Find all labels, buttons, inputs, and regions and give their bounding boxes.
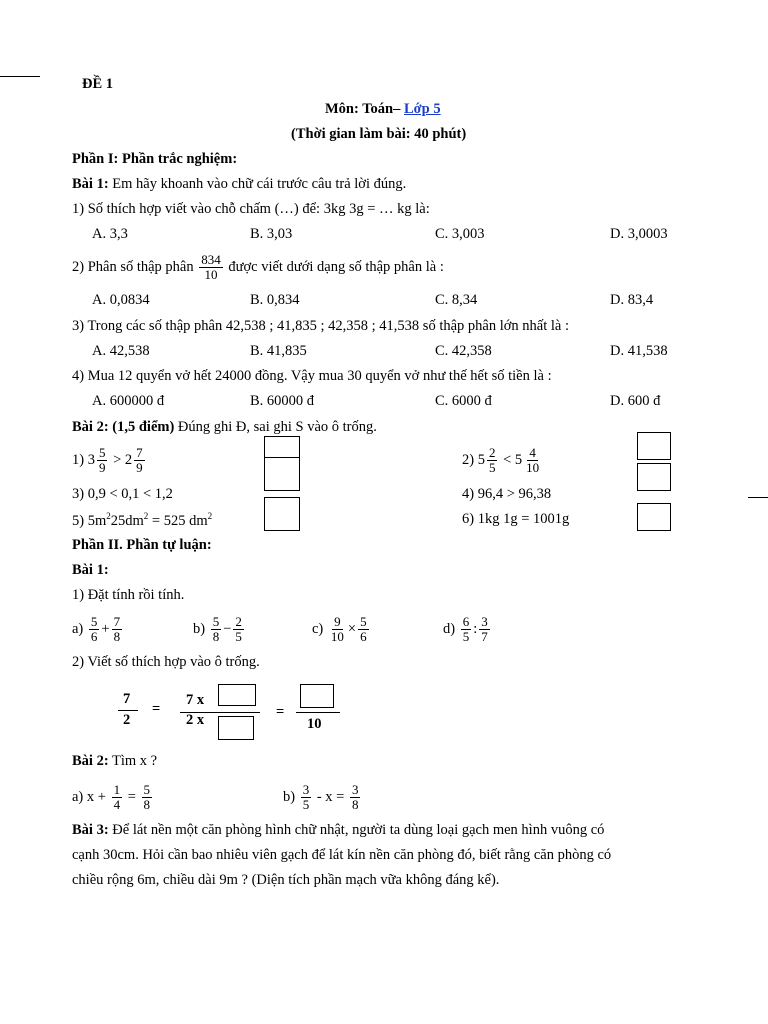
calc-b (193, 612, 246, 646)
findx-b-mid: - x = (316, 789, 345, 805)
bai3-text-1: Để lát nền một căn phòng hình chữ nhật, người ta dùng loại gạch men hình vuông có (108, 822, 605, 838)
calc-b-op: − (223, 621, 232, 637)
answer-box-1[interactable] (264, 436, 300, 458)
tf-item-2 (462, 443, 543, 477)
calc-a-n2: 7 (113, 614, 121, 630)
bai3-line-2: cạnh 30cm. Hỏi cần bao nhiêu viên gạch để lát kín nền căn phòng đó, biết rằng căn phòng có (72, 847, 612, 863)
tf-item-6: 6) 1kg 1g = 1001g (462, 511, 570, 527)
findx-a-label: a) x + (72, 789, 106, 805)
findx-b-n1: 3 (302, 782, 310, 798)
part2-bai1-label: Bài 1: (72, 562, 109, 578)
tf1-op: > (113, 452, 122, 468)
findx-b-frac1 (301, 783, 312, 812)
tf1-whole1: 3 (87, 452, 95, 468)
findx-b-label: b) (283, 789, 296, 805)
tf2-num2: 4 (529, 445, 536, 461)
bai3-line-1 (72, 822, 604, 839)
tf2-frac2 (524, 446, 541, 475)
calc-a (72, 612, 124, 646)
part1-bai1-heading (72, 176, 406, 193)
q1-option-c: C. 3,003 (435, 226, 485, 242)
q2-fraction (199, 253, 223, 282)
eq-num-7: 7 (123, 691, 131, 707)
calc-a-frac2 (112, 615, 123, 644)
answer-box-6[interactable] (637, 503, 671, 531)
calc-a-label: a) (72, 621, 84, 637)
calc-b-frac1 (211, 615, 222, 644)
eq-box-numerator[interactable] (218, 684, 256, 706)
q3-text: 3) Trong các số thập phân 42,538 ; 41,835 ; 42,358 ; 41,538 số thập phân lớn nhất là : (72, 318, 570, 334)
q3-option-a: A. 42,538 (92, 343, 150, 359)
tf2-op: < (503, 452, 512, 468)
findx-b-d2: 8 (351, 797, 359, 813)
tf2-whole1: 5 (477, 452, 485, 468)
tf1-frac2 (134, 446, 145, 475)
calc-d-frac2 (479, 615, 490, 644)
findx-b-n2: 3 (351, 782, 359, 798)
calc-a-frac1 (89, 615, 100, 644)
q1-option-a: A. 3,3 (92, 226, 128, 242)
q3-option-d: D. 41,538 (610, 343, 668, 359)
part2-bai2-label: Bài 2: (72, 753, 109, 769)
tf2-den2: 10 (526, 460, 540, 476)
right-edge-mark (748, 497, 768, 498)
eq-frac-line-1 (118, 710, 138, 711)
tf5-sup3: 2 (207, 511, 213, 521)
tf1-whole2: 2 (124, 452, 133, 468)
tf2-den1: 5 (488, 460, 496, 476)
find-x-b (283, 780, 362, 814)
bai2-label: Bài 2: (1,5 điểm) (72, 419, 175, 435)
bai2-instruction: Đúng ghi Đ, sai ghi S vào ô trống. (174, 419, 377, 435)
calc-c-frac1 (329, 615, 346, 644)
calc-b-d1: 8 (212, 629, 220, 645)
part2-bai2-heading (72, 753, 157, 770)
q2-option-a: A. 0,0834 (92, 292, 150, 308)
calc-b-label: b) (193, 621, 206, 637)
tf5-e: = 525 dm (148, 512, 208, 529)
tf5-c: 25dm (110, 512, 144, 529)
q2-option-d: D. 83,4 (610, 292, 654, 308)
q2-option-b: B. 0,834 (250, 292, 300, 308)
eq-box-result[interactable] (300, 684, 334, 708)
subject-text: Môn: Toán– (325, 101, 404, 117)
q3-option-b: B. 41,835 (250, 343, 307, 359)
q1-option-d: D. 3,0003 (610, 226, 668, 242)
q2-den: 10 (204, 267, 218, 283)
tf-item-3: 3) 0,9 < 0,1 < 1,2 (72, 486, 173, 502)
answer-box-2a[interactable] (637, 432, 671, 460)
calc-c-d1: 10 (330, 629, 344, 645)
tf2-num1: 2 (488, 445, 496, 461)
tf2-frac1 (487, 446, 498, 475)
eq-equals-2: = (276, 704, 285, 720)
calc-a-n1: 5 (90, 614, 98, 630)
q4-option-a: A. 600000 đ (92, 393, 165, 409)
findx-a-n1: 1 (113, 782, 121, 798)
time-note: (Thời gian làm bài: 40 phút) (291, 126, 467, 142)
part2-bai1-step1: 1) Đặt tính rồi tính. (72, 587, 185, 603)
eq-den-10: 10 (307, 716, 322, 732)
calc-d-n1: 6 (462, 614, 470, 630)
calc-c-n1: 9 (334, 614, 341, 630)
calc-d-frac1 (461, 615, 472, 644)
calc-c-frac2 (358, 615, 369, 644)
calc-d-label: d) (443, 621, 456, 637)
calc-c-label: c) (312, 621, 324, 637)
eq-den-2: 2 (123, 712, 131, 728)
tf1-num2: 7 (136, 445, 143, 461)
bai1-instruction: Em hãy khoanh vào chữ cái trước câu trả lời đúng. (108, 176, 407, 192)
calc-b-d2: 5 (235, 629, 242, 645)
bai1-label: Bài 1: (72, 176, 109, 192)
eq-box-denominator[interactable] (218, 716, 254, 740)
part2-bai1-step2: 2) Viết số thích hợp vào ô trống. (72, 654, 260, 670)
part2-bai2-text: Tìm x ? (108, 753, 158, 769)
q4-option-c: C. 6000 đ (435, 393, 492, 409)
findx-a-eq: = (127, 789, 136, 805)
tf-item-4: 4) 96,4 > 96,38 (462, 486, 552, 502)
subject-line (325, 101, 441, 118)
find-x-a (72, 780, 154, 814)
findx-b-frac2 (350, 783, 361, 812)
answer-box-2b[interactable] (637, 463, 671, 491)
q4-option-b: B. 60000 đ (250, 393, 315, 409)
q2-option-c: C. 8,34 (435, 292, 478, 308)
findx-a-d1: 4 (113, 797, 121, 813)
exam-number: ĐỀ 1 (82, 76, 114, 92)
part2-title: Phần II. Phần tự luận: (72, 537, 212, 553)
answer-box-3[interactable] (264, 497, 300, 531)
tf5-a: 5) 5m (72, 512, 107, 529)
q1-option-b: B. 3,03 (250, 226, 293, 242)
calc-a-d2: 8 (113, 629, 121, 645)
calc-d-d1: 5 (462, 629, 470, 645)
q2-num: 834 (201, 252, 221, 268)
q3-option-c: C. 42,358 (435, 343, 492, 359)
q2-prefix: 2) Phân số thập phân (72, 259, 194, 275)
calc-c-n2: 5 (360, 614, 367, 630)
left-edge-mark (0, 76, 40, 77)
q4-option-d: D. 600 đ (610, 393, 661, 409)
part1-title: Phần I: Phần trắc nghiệm: (72, 151, 238, 167)
bai3-line-3: chiều rộng 6m, chiều dài 9m ? (Diện tích phần mạch vữa không đáng kể). (72, 872, 500, 888)
findx-a-frac2 (142, 783, 153, 812)
q4-text: 4) Mua 12 quyển vở hết 24000 đồng. Vậy mua 30 quyển vở như thế hết số tiền là : (72, 368, 552, 384)
calc-b-frac2 (233, 615, 244, 644)
tf1-den1: 9 (98, 460, 106, 476)
bai3-label: Bài 3: (72, 822, 109, 838)
eq-frac-line-3 (296, 712, 340, 713)
eq-equals-1: = (152, 701, 161, 717)
tf2-label: 2) (462, 452, 475, 468)
calc-a-d1: 6 (90, 629, 98, 645)
calc-d-op: : (473, 621, 478, 637)
calc-c-d2: 6 (360, 629, 367, 645)
tf1-label: 1) (72, 452, 85, 468)
q1-text: 1) Số thích hợp viết vào chỗ chấm (…) để: 3kg 3g = … kg là: (72, 201, 430, 217)
tf1-num1: 5 (98, 445, 106, 461)
part1-bai2-heading (72, 419, 377, 436)
findx-b-d1: 5 (302, 797, 310, 813)
eq-num-7x: 7 x (186, 692, 205, 708)
calc-d-n2: 3 (481, 614, 488, 630)
tf1-den2: 9 (136, 460, 143, 476)
calc-b-n1: 5 (212, 614, 220, 630)
findx-a-n2: 5 (143, 782, 151, 798)
tf1-frac1 (97, 446, 108, 475)
calc-d (443, 612, 492, 646)
tf-item-1 (72, 443, 147, 477)
calc-c (312, 612, 371, 646)
findx-a-d2: 8 (143, 797, 151, 813)
tf2-whole2: 5 (514, 452, 523, 468)
q2-text (72, 250, 444, 284)
tf-item-5 (72, 511, 212, 530)
tf5-sup1: 2 (106, 511, 111, 521)
findx-a-frac1 (112, 783, 123, 812)
calc-a-op: + (101, 621, 110, 637)
answer-box-1b[interactable] (264, 457, 300, 491)
eq-den-2x: 2 x (186, 712, 205, 728)
calc-b-n2: 2 (235, 614, 242, 630)
calc-c-op: × (347, 621, 357, 637)
calc-d-d2: 7 (481, 629, 488, 645)
q2-suffix: được viết dưới dạng số thập phân là : (228, 259, 444, 275)
tf5-sup2: 2 (143, 511, 149, 521)
grade-link[interactable]: Lớp 5 (403, 101, 441, 117)
